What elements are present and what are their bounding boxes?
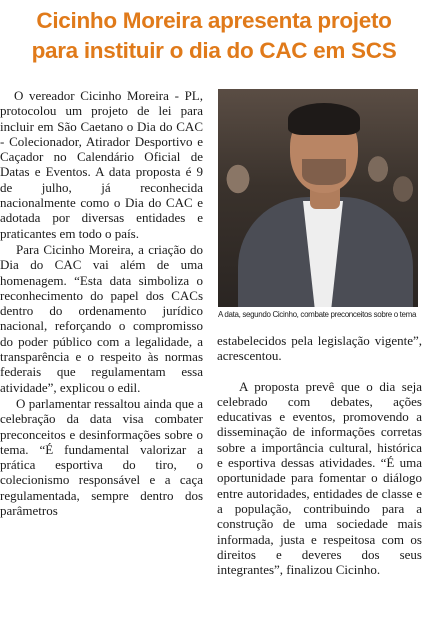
headline-line-2: para instituir o dia do CAC em SCS xyxy=(31,38,397,63)
paragraph-3-continuation: estabelecidos pela legislação vigente”, acrescentou. xyxy=(217,333,422,364)
photo-hair xyxy=(288,103,360,135)
paragraph-3: O parlamentar ressaltou ainda que a celebração da data visa combater preconceitos e desinformações sobre o tema. “É fundamental valorizar a prática esportiva do tiro, o colecionismo responsável e a caça regulamentada, sempre dentro dos parâmetros xyxy=(0,395,203,519)
councilman-photo xyxy=(218,89,418,307)
headline-line-1: Cicinho Moreira apresenta projeto xyxy=(36,8,392,33)
left-column xyxy=(0,88,203,519)
photo-beard xyxy=(302,159,346,185)
right-column xyxy=(217,333,422,578)
paragraph-2: Para Cicinho Moreira, a criação do Dia do CAC vai além de uma homenagem. “Esta data simboliza o reconhecimento do papel dos CACs dentro do ordenamento jurídico nacional, reforçando o compromisso do poder público com a legalidade, a transparência e o respeito às normas federais que regulamentam essa atividade”, explicou o edil. xyxy=(0,241,203,395)
paragraph-4: A proposta prevê que o dia seja celebrado com debates, ações educativas e eventos, promovendo a disseminação de informações corretas sobre a importância cultural, histórica e esportiva dessas atividades. “É uma oportunidade para fomentar o diálogo entre autoridades, entidades de classe e a população, contribuindo para a construção de uma sociedade mais informada, justa e respeitosa com os direitos e deveres dos seus integrantes”, finalizou Cicinho. xyxy=(217,378,422,578)
paragraph-1: O vereador Cicinho Moreira - PL, protocolou um projeto de lei para incluir em São Caetano o Dia do CAC - Colecionador, Atirador Desportivo e Caçador no Calendário Oficial de Datas e Eventos. A data proposta é 9 de julho, já reconhecida nacionalmente como o Dia do CAC e adotada por diversas entidades e praticantes em todo o país. xyxy=(0,88,203,241)
article-headline xyxy=(4,6,424,66)
photo-caption: A data, segundo Cicinho, combate preconceitos sobre o tema xyxy=(218,310,417,319)
